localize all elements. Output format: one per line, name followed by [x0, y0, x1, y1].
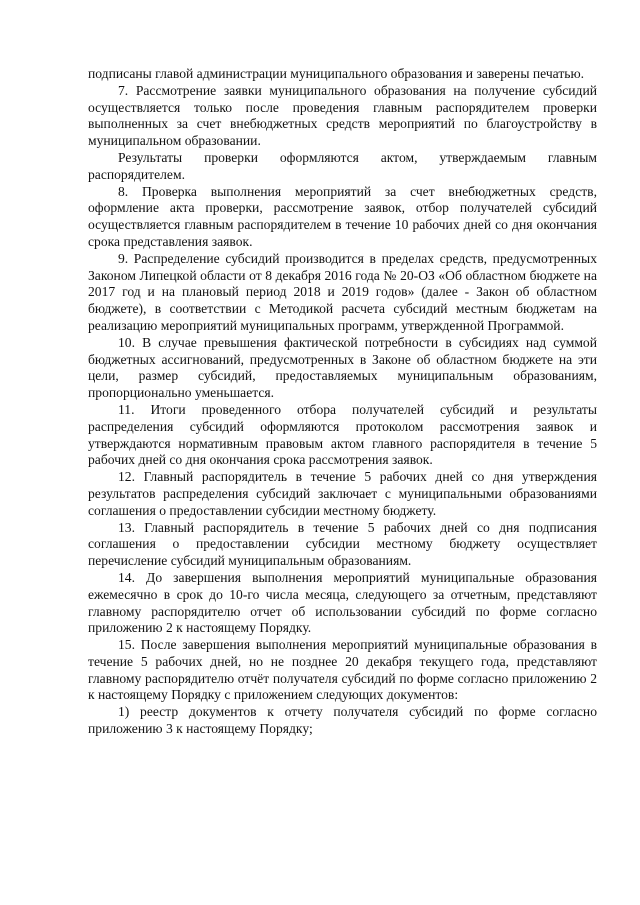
paragraph-item-8: 8. Проверка выполнения мероприятий за счет внебюджетных средств, оформление акта проверки, рассмотрение заявок, отбор получателей субсидий осуществляется главным распорядителем в течение 10 рабочих дней со дня окончания срока представления заявок. [88, 183, 597, 249]
paragraph-item-12: 12. Главный распорядитель в течение 5 рабочих дней со дня утверждения результатов распределения субсидий заключает с муниципальными образованиями соглашения о предоставлении субсидии местному бюджету. [88, 469, 597, 518]
paragraph-item-7: 7. Рассмотрение заявки муниципального образования на получение субсидий осуществляется только после проведения главным распорядителем проверки выполненных за счет внебюджетных средств мероприятий по благоустройству в муниципальном образовании. [88, 82, 597, 149]
paragraph-inspection-results: Результаты проверки оформляются актом, утверждаемым главным распорядителем. [88, 149, 597, 182]
paragraph-continuation: подписаны главой администрации муниципального образования и заверены печатью. [88, 66, 585, 81]
paragraph-item-15: 15. После завершения выполнения мероприятий муниципальные образования в течение 5 рабочих дней, но не позднее 20 декабря текущего года, представляют главному распорядителю отчёт получателя субсидий по форме согласно приложению 2 к настоящему Порядку с приложением следующих документов: [88, 637, 597, 703]
paragraph-subitem-1: 1) реестр документов к отчету получателя субсидий по форме согласно приложению 3 к настоящему Порядку; [88, 704, 597, 737]
paragraph-item-14: 14. До завершения выполнения мероприятий муниципальные образования ежемесячно в срок до 10-го числа месяца, следующего за отчетным, представляют главному распорядителю отчет об использовании субсидий по форме согласно приложению 2 к настоящему Порядку. [88, 569, 597, 636]
paragraph-item-11: 11. Итоги проведенного отбора получателей субсидий и результаты распределения субсидий оформляются протоколом рассмотрения заявок и утверждаются нормативным правовым актом главного распорядителя в течение 5 рабочих дней со дня окончания срока рассмотрения заявок. [88, 401, 597, 468]
document-body [88, 66, 597, 738]
paragraph-item-9: 9. Распределение субсидий производится в пределах средств, предусмотренных Законом Липецкой области от 8 декабря 2016 года № 20-ОЗ «Об областном бюджете на 2017 год и на плановый период 2018 и 2019 годов» (далее - Закон об областном бюджете), в соответствии с Методикой расчета субсидий местным бюджетам на реализацию мероприятий муниципальных программ, утвержденной Программой. [88, 250, 597, 333]
paragraph-item-13: 13. Главный распорядитель в течение 5 рабочих дней со дня подписания соглашения о предоставлении субсидии местному бюджету осуществляет перечисление субсидий муниципальным образованиям. [88, 519, 597, 569]
paragraph-item-10: 10. В случае превышения фактической потребности в субсидиях над суммой бюджетных ассигнований, предусмотренных в Законе об областном бюджете на эти цели, размер субсидий, предоставляемых муниципальным образованиям, пропорционально уменьшается. [88, 334, 597, 401]
